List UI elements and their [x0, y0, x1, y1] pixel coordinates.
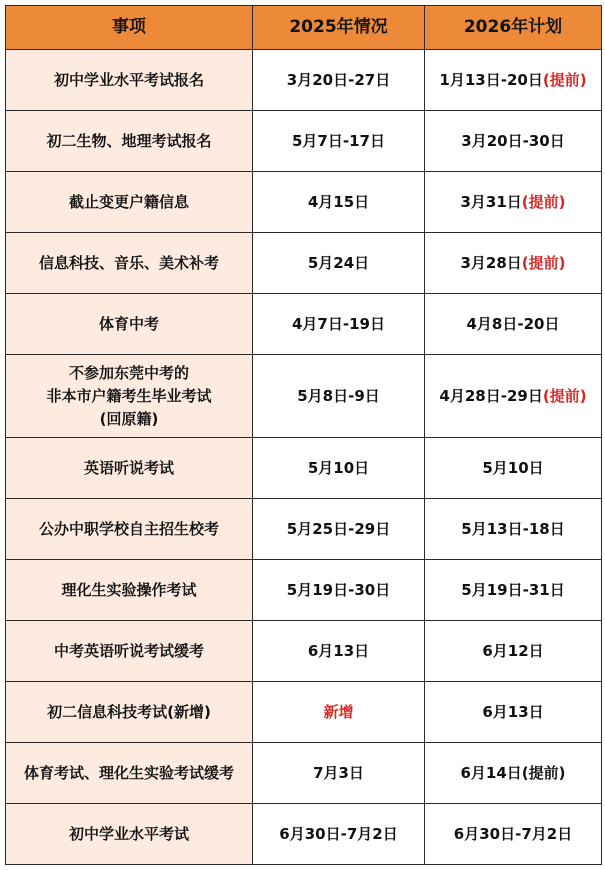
date-2025-text: 5月19日-30日	[286, 580, 391, 599]
header-item: 事项	[6, 6, 253, 50]
table-row	[6, 682, 602, 743]
advance-note: (提前)	[542, 386, 587, 405]
item-text: 初中学业水平考试	[68, 824, 189, 843]
date-2025-text: 6月30日-7月2日	[279, 824, 398, 843]
date-2025-cell	[253, 621, 425, 682]
item-cell	[6, 438, 253, 499]
item-cell	[6, 499, 253, 560]
date-2025-cell	[253, 560, 425, 621]
item-cell	[6, 50, 253, 111]
date-2025-cell	[253, 294, 425, 355]
date-2025-cell	[253, 172, 425, 233]
advance-note: (提前)	[542, 70, 587, 89]
table-row	[6, 743, 602, 804]
date-2025-cell	[253, 438, 425, 499]
date-2026-cell	[425, 621, 602, 682]
table-row	[6, 111, 602, 172]
date-2026-cell	[425, 499, 602, 560]
table-row	[6, 294, 602, 355]
date-2025-text: 3月20日-27日	[286, 70, 391, 89]
date-2026-text: 5月13日-18日	[461, 519, 565, 538]
table-body	[6, 50, 602, 865]
date-2025-cell	[253, 355, 425, 438]
date-2026-cell	[425, 50, 602, 111]
item-cell	[6, 355, 253, 438]
item-cell	[6, 294, 253, 355]
date-2025-text: 4月7日-19日	[292, 314, 385, 333]
item-text: 中考英语听说考试缓考	[53, 641, 204, 660]
item-text: 截止变更户籍信息	[68, 192, 189, 211]
date-2026-text: 4月8日-20日	[466, 314, 560, 333]
item-text: 非本市户籍考生毕业考试	[46, 386, 212, 405]
item-text: 初二信息科技考试(新增)	[47, 702, 211, 721]
date-2026-cell	[425, 233, 602, 294]
schedule-table	[5, 5, 602, 865]
item-cell	[6, 233, 253, 294]
date-2026-cell	[425, 438, 602, 499]
date-2025-cell	[253, 682, 425, 743]
date-2025-cell	[253, 804, 425, 865]
table-row	[6, 560, 602, 621]
item-cell	[6, 111, 253, 172]
date-2026-text: 5月10日	[482, 458, 544, 477]
header-2026: 2026年计划	[425, 6, 602, 50]
date-2026-cell	[425, 560, 602, 621]
item-cell	[6, 560, 253, 621]
date-2026-cell	[425, 804, 602, 865]
item-text: 信息科技、音乐、美术补考	[38, 253, 219, 272]
date-2026-text: 3月31日	[460, 192, 522, 211]
date-2025-text: 5月8日-9日	[297, 386, 380, 405]
table-row	[6, 50, 602, 111]
advance-note: (提前)	[521, 192, 566, 211]
table-row	[6, 499, 602, 560]
date-2025-cell	[253, 743, 425, 804]
item-text: (回原籍)	[99, 409, 159, 428]
date-2026-text: 3月28日	[460, 253, 522, 272]
date-2026-cell	[425, 355, 602, 438]
date-2025-cell	[253, 111, 425, 172]
item-text: 初中学业水平考试报名	[53, 70, 204, 89]
date-2026-text: 6月12日	[482, 641, 544, 660]
item-text: 理化生实验操作考试	[61, 580, 197, 599]
date-2025-text: 5月7日-17日	[292, 131, 385, 150]
date-2026-cell	[425, 743, 602, 804]
date-2026-text: 6月14日	[460, 763, 522, 782]
date-2025-cell	[253, 499, 425, 560]
date-2025-text: 7月3日	[313, 763, 364, 782]
item-text: 不参加东莞中考的	[68, 363, 189, 382]
header-2025: 2025年情况	[253, 6, 425, 50]
item-cell	[6, 682, 253, 743]
item-cell	[6, 172, 253, 233]
date-2026-cell	[425, 682, 602, 743]
table-row	[6, 355, 602, 438]
date-2026-cell	[425, 172, 602, 233]
item-text: 体育考试、理化生实验考试缓考	[23, 763, 234, 782]
date-2025-text: 4月15日	[307, 192, 370, 211]
table-row	[6, 172, 602, 233]
table-row	[6, 621, 602, 682]
date-2026-cell	[425, 294, 602, 355]
advance-note: (提前)	[521, 253, 566, 272]
table-row	[6, 233, 602, 294]
date-2026-text: 5月19日-31日	[461, 580, 565, 599]
header-row	[6, 6, 602, 50]
item-text: 初二生物、地理考试报名	[46, 131, 212, 150]
date-2025-text: 5月24日	[307, 253, 370, 272]
date-2025-text: 新增	[323, 702, 354, 721]
date-2025-text: 5月10日	[307, 458, 370, 477]
table-row	[6, 438, 602, 499]
date-2026-text: 4月28日-29日	[439, 386, 543, 405]
date-2026-text: 6月30日-7月2日	[453, 824, 573, 843]
item-text: 体育中考	[98, 314, 159, 333]
date-2026-text: 6月13日	[482, 702, 544, 721]
date-2026-text: 1月13日-20日	[439, 70, 543, 89]
date-2025-cell	[253, 233, 425, 294]
date-2025-text: 6月13日	[307, 641, 370, 660]
date-2025-cell	[253, 50, 425, 111]
item-cell	[6, 621, 253, 682]
date-2025-text: 5月25日-29日	[286, 519, 391, 538]
date-2026-cell	[425, 111, 602, 172]
item-text: 公办中职学校自主招生校考	[38, 519, 219, 538]
advance-note: (提前)	[521, 763, 566, 782]
item-cell	[6, 743, 253, 804]
item-text: 英语听说考试	[83, 458, 174, 477]
item-cell	[6, 804, 253, 865]
date-2026-text: 3月20日-30日	[461, 131, 565, 150]
table-row	[6, 804, 602, 865]
